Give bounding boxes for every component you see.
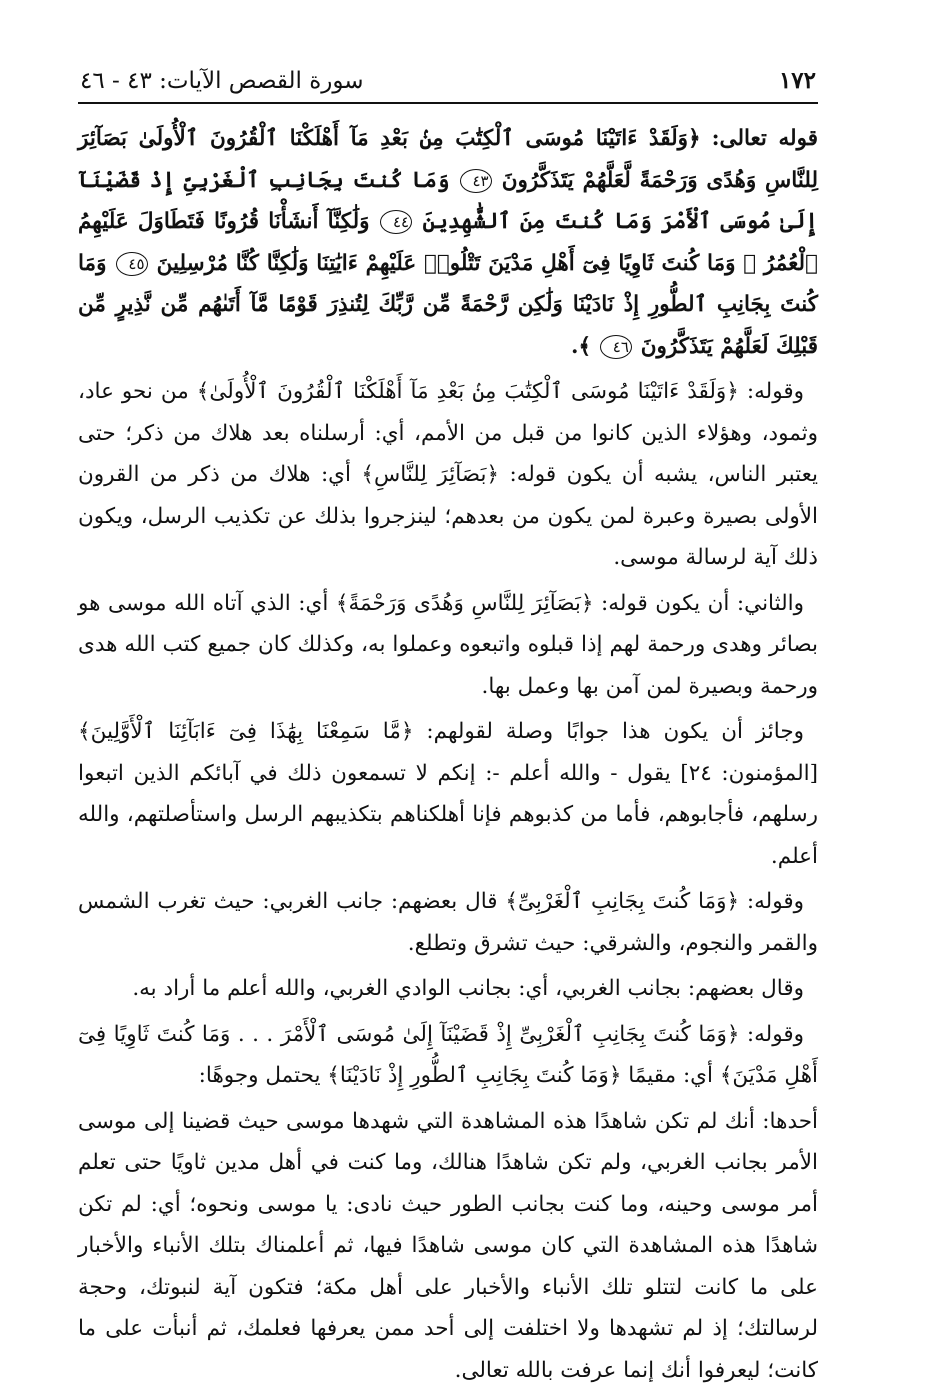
- running-title: سورة القصص الآيات: ٤٣ - ٤٦: [80, 68, 364, 94]
- commentary-paragraph: وقوله: ﴿وَلَقَدْ ءَاتَيْنَا مُوسَى ٱلْكِتَٰبَ مِنۢ بَعْدِ مَآ أَهْلَكْنَا ٱلْقُرُونَ ٱلْأُولَىٰ﴾ من نحو عاد، وثمود، وهؤلاء الذين كانوا من قبل من الأمم، أي: أرسلناه بعد هلاك من ذكر؛ حتى يعتبر الناس، يشبه أن يكون قوله: ﴿بَصَآئِرَ لِلنَّاسِ﴾ أي: هلاك من ذكر من القرون الأولى بصيرة وعبرة لمن يكون من بعدهم؛ لينزجروا بذلك عن تكذيب الرسل، ويكون ذلك آية لرسالة موسى.: [78, 379, 818, 570]
- commentary-paragraph: أحدها: أنك لم تكن شاهدًا هذه المشاهدة التي شهدها موسى حيث قضينا إلى موسى الأمر بجانب الغربي، ولم تكن شاهدًا هنالك، وما كنت في أهل مدين ثاويًا حتى تعلم أمر موسى وحينه، وما كنت بجانب الطور حيث نادى: يا موسى ونحوه؛ أي: لم تكن شاهدًا هذه المشاهدة التي كان موسى شاهدًا فيها، ثم أعلمناك بتلك الأنباء والأخبار على ما كانت لتتلو تلك الأنباء والأخبار على أهل مكة؛ فتكون آية لنبوتك، وحجة لرسالتك؛ إذ لم تشهدها ولا اختلفت إلى أحد ممن يعرفها فعلمك، ثم أنبأت على ما كانت؛ ليعرفوا أنك إنما عرفت بالله تعالى.: [78, 1108, 818, 1383]
- page-number: ١٧٢: [778, 67, 816, 94]
- verse-text: وَمَا كُنتَ بِجَانِبِ ٱلطُّورِ إِذْ نَادَيْنَا وَلَٰكِن رَّحْمَةً مِّن رَّبِّكَ لِتُنذِرَ قَوْمًا مَّآ أَتَىٰهُم مِّن نَّذِيرٍ مِّن قَبْلِكَ لَعَلَّهُمْ يَتَذَكَّرُونَ: [78, 250, 818, 359]
- ayah-number-marker: ٤٣: [460, 169, 492, 193]
- verse-block: [78, 118, 818, 367]
- ayah-number-marker: ٤٥: [116, 252, 148, 276]
- ayah-number-marker: ٤٦: [600, 335, 632, 359]
- commentary-paragraph: وقوله: ﴿وَمَا كُنتَ بِجَانِبِ ٱلْغَرْبِىِّ إِذْ قَضَيْنَآ إِلَىٰ مُوسَى ٱلْأَمْرَ . . . وَمَا كُنتَ ثَاوِيًا فِىٓ أَهْلِ مَدْيَنَ﴾ أي: مقيمًا ﴿وَمَا كُنتَ بِجَانِبِ ٱلطُّورِ إِذْ نَادَيْنَا﴾ يحتمل وجوهًا:: [78, 1021, 818, 1088]
- verse-text: ﴿وَلَقَدْ ءَاتَيْنَا مُوسَى ٱلْكِتَٰبَ مِنۢ بَعْدِ مَآ أَهْلَكْنَا ٱلْقُرُونَ ٱلْأُولَىٰ بَصَآئِرَ لِلنَّاسِ وَهُدًى وَرَحْمَةً لَّعَلَّهُمْ يَتَذَكَّرُونَ: [78, 126, 818, 193]
- book-page: [78, 52, 818, 1395]
- verse-text: وَمَا كُنتَ بِجَانِبِ ٱلْغَرْبِىِّ إِذْ قَضَيْنَآ إِلَىٰ مُوسَى ٱلْأَمْرَ وَمَا كُنتَ مِنَ ٱلشَّٰهِدِينَ: [78, 167, 818, 234]
- ayah-number-marker: ٤٤: [380, 210, 412, 234]
- commentary-paragraph: وقال بعضهم: بجانب الغربي، أي: بجانب الوادي الغربي، والله أعلم ما أراد به.: [132, 976, 804, 1001]
- page-body: [78, 118, 818, 1391]
- commentary-paragraph: وقوله: ﴿وَمَا كُنتَ بِجَانِبِ ٱلْغَرْبِىِّ﴾ قال بعضهم: جانب الغربي: حيث تغرب الشمس والقمر والنجوم، والشرقي: حيث تشرق وتطلع.: [78, 889, 818, 956]
- page-header: [78, 52, 818, 104]
- verse-closing: ﴾.: [570, 333, 592, 359]
- commentary-paragraph: والثاني: أن يكون قوله: ﴿بَصَآئِرَ لِلنَّاسِ وَهُدًى وَرَحْمَةً﴾ أي: الذي آتاه الله موسى هو بصائر وهدى ورحمة لهم إذا قبلوه واتبعوه وعملوا به، وكذلك كان جميع كتب الله هدى ورحمة وبصيرة لمن آمن بها وعمل بها.: [78, 590, 818, 699]
- verse-text: وَلَٰكِنَّآ أَنشَأْنَا قُرُونًا فَتَطَاوَلَ عَلَيْهِمُ ٱلْعُمُرُ ۚ وَمَا كُنتَ ثَاوِيًا فِىٓ أَهْلِ مَدْيَنَ تَتْلُوا۟ عَلَيْهِمْ ءَايَٰتِنَا وَلَٰكِنَّا كُنَّا مُرْسِلِينَ: [78, 209, 818, 276]
- verse-intro-label: قوله تعالى:: [711, 126, 818, 151]
- commentary-paragraph: وجائز أن يكون هذا جوابًا وصلة لقولهم: ﴿مَّا سَمِعْنَا بِهَٰذَا فِىٓ ءَابَآئِنَا ٱلْأَوَّلِينَ﴾ [المؤمنون: ٢٤] يقول - والله أعلم -: إنكم لا تسمعون ذلك في آبائكم الذين اتبعوا رسلهم، فأجابوهم، فأما من كذبوهم فإنا أهلكناهم بتكذيبهم الرسل واستأصلتهم، والله أعلم.: [78, 719, 818, 869]
